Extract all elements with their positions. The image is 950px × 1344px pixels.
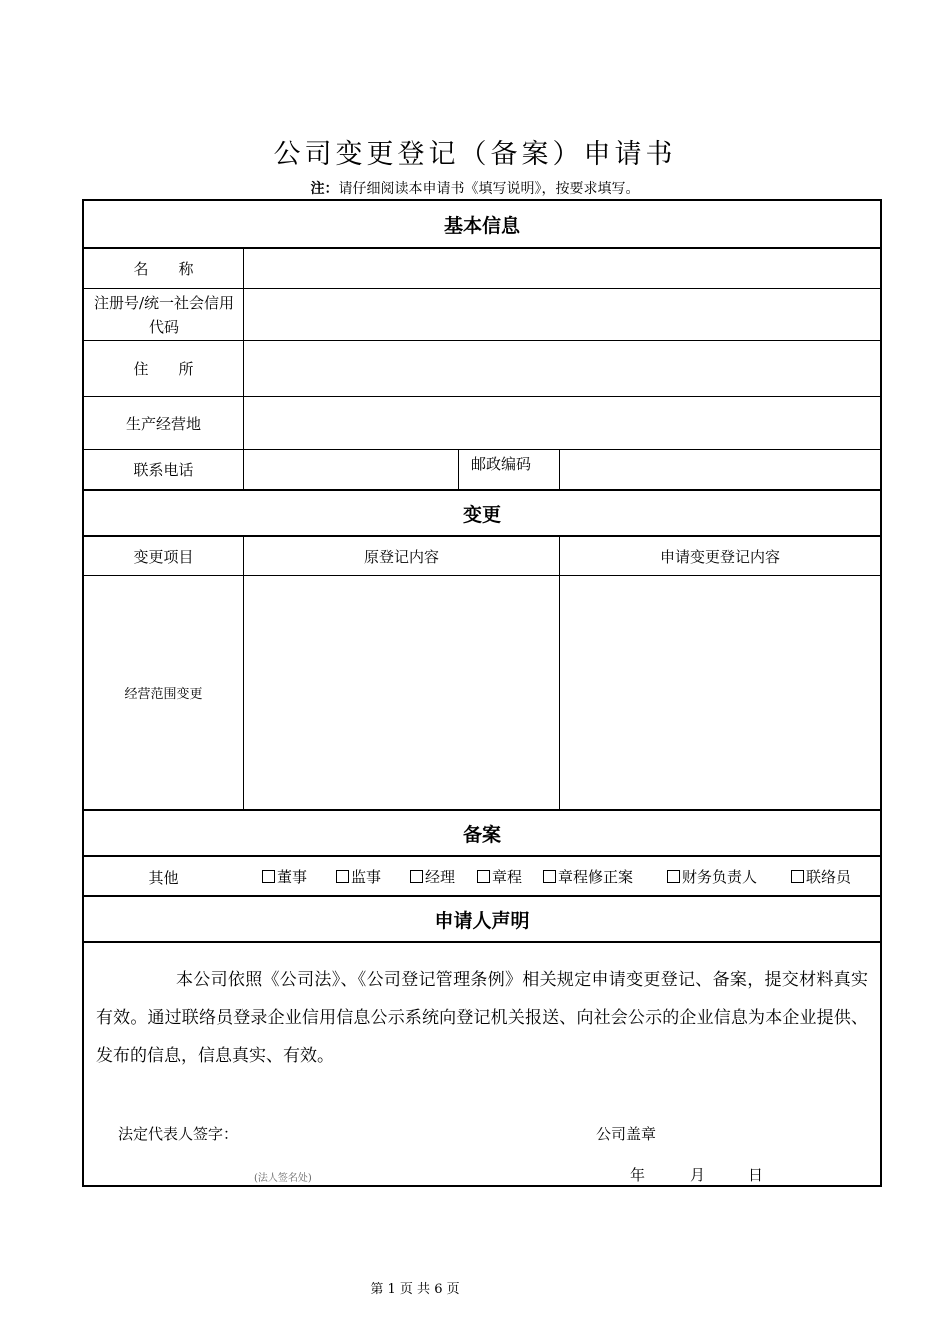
filing-other-label: 其他 xyxy=(148,868,179,887)
section-change-header: 变更 xyxy=(462,503,501,526)
postal-code-label: 邮政编码 xyxy=(471,454,532,473)
form-title: 公司变更登记（备案）申请书 xyxy=(273,139,677,170)
change-item-business-scope: 经营范围变更 xyxy=(124,687,203,702)
option-label: 监事 xyxy=(351,868,382,886)
fill-note xyxy=(0,178,950,198)
checkbox-supervisor[interactable] xyxy=(336,862,381,892)
checkbox-icon xyxy=(336,870,349,883)
option-label: 经理 xyxy=(425,868,456,886)
postal-code-field[interactable] xyxy=(560,450,880,489)
application-form xyxy=(82,199,882,1187)
checkbox-manager[interactable] xyxy=(410,862,455,892)
divider xyxy=(243,248,244,489)
declaration-text: 本公司依照《公司法》、《公司登记管理条例》相关规定申请变更登记、备案，提交材料真实有效。通过联络员登录企业信用信息公示系统向登记机关报送、向社会公示的企业信息为本企业提供、发布的信息，信息真实、有效。 xyxy=(96,970,868,1066)
checkbox-liaison[interactable] xyxy=(791,862,851,892)
change-item-header: 变更项目 xyxy=(133,547,194,566)
name-field[interactable] xyxy=(244,248,880,288)
production-site-field[interactable] xyxy=(244,397,880,449)
checkbox-director[interactable] xyxy=(262,862,307,892)
divider xyxy=(84,941,880,943)
address-field[interactable] xyxy=(244,341,880,396)
address-label: 住 所 xyxy=(133,360,194,378)
checkbox-icon xyxy=(410,870,423,883)
new-content-field[interactable] xyxy=(560,576,880,809)
filing-options xyxy=(84,859,880,895)
checkbox-icon xyxy=(543,870,556,883)
note-text: 请仔细阅读本申请书《填写说明》，按要求填写。 xyxy=(338,181,640,197)
date-month: 月 xyxy=(690,1166,706,1184)
new-content-header: 申请变更登记内容 xyxy=(659,547,780,566)
checkbox-articles[interactable] xyxy=(477,862,522,892)
option-label: 财务负责人 xyxy=(682,868,758,886)
date-year: 年 xyxy=(630,1166,646,1184)
divider xyxy=(559,537,560,809)
checkbox-icon xyxy=(667,870,680,883)
section-basic-info-header: 基本信息 xyxy=(443,214,520,237)
phone-field[interactable] xyxy=(244,450,458,489)
divider xyxy=(243,537,244,809)
note-prefix: 注： xyxy=(310,181,339,197)
checkbox-icon xyxy=(791,870,804,883)
checkbox-icon xyxy=(477,870,490,883)
option-label: 联络员 xyxy=(806,868,852,886)
divider xyxy=(84,855,880,857)
section-declaration-header: 申请人声明 xyxy=(434,909,530,932)
divider xyxy=(458,450,459,489)
date-day: 日 xyxy=(748,1166,764,1184)
option-label: 董事 xyxy=(277,868,308,886)
company-seal-label: 公司盖章 xyxy=(596,1125,657,1143)
signature-hint: (法人签名处) xyxy=(254,1173,312,1184)
checkbox-finance-officer[interactable] xyxy=(667,862,757,892)
divider xyxy=(559,450,560,489)
registration-number-label: 注册号/统一社会信用代码 xyxy=(93,293,235,336)
checkbox-icon xyxy=(262,870,275,883)
name-label: 名 称 xyxy=(133,259,194,278)
production-site-label: 生产经营地 xyxy=(125,414,201,433)
page-footer: 第 1 页 共 6 页 xyxy=(370,1282,460,1297)
phone-label: 联系电话 xyxy=(133,461,194,479)
registration-number-field[interactable] xyxy=(244,289,880,340)
option-label: 章程 xyxy=(492,868,523,886)
legal-representative-signature-label: 法定代表人签字： xyxy=(118,1125,239,1143)
original-content-header: 原登记内容 xyxy=(363,547,439,566)
checkbox-articles-amendment[interactable] xyxy=(543,862,633,892)
original-content-field[interactable] xyxy=(244,576,559,809)
option-label: 章程修正案 xyxy=(558,868,634,886)
section-filing-header: 备案 xyxy=(462,823,501,846)
